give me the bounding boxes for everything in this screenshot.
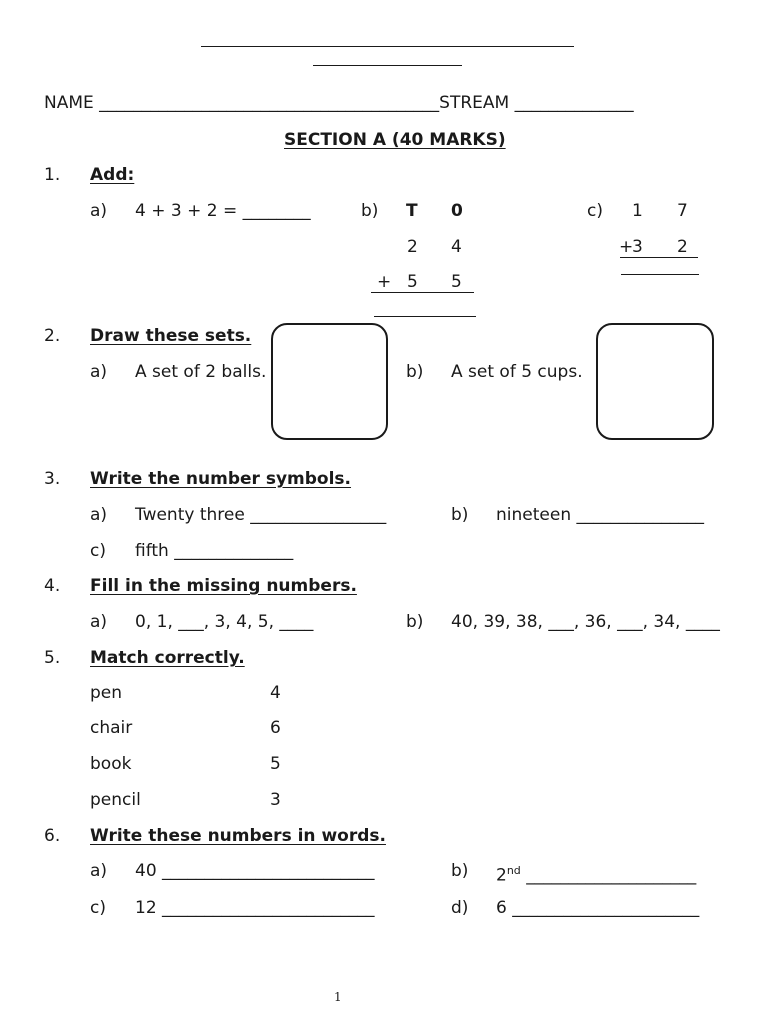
match-word[interactable]: pen: [90, 683, 123, 703]
q3c-item[interactable]: [135, 541, 293, 561]
q1b-sum-underline: [371, 292, 474, 293]
q1b-answer-rule[interactable]: [374, 316, 476, 317]
q1c-row2-tens: 3: [632, 237, 643, 257]
name-field[interactable]: [44, 93, 634, 113]
q2a-text: A set of 2 balls.: [135, 362, 267, 382]
q1c-row1-tens: 1: [632, 201, 643, 221]
match-number[interactable]: 6: [270, 718, 281, 738]
q1c-sum-underline: [620, 257, 698, 258]
page-number: 1: [334, 990, 342, 1004]
q4-number: 4.: [44, 576, 61, 596]
match-word[interactable]: pencil: [90, 790, 141, 810]
q1b-label: b): [361, 201, 379, 221]
q3a-text: Twenty three: [135, 505, 245, 525]
q3c-text: fifth: [135, 541, 169, 561]
q6c-value: 12: [135, 898, 157, 918]
q6-number: 6.: [44, 826, 61, 846]
q6d-item[interactable]: [496, 898, 699, 918]
q2-number: 2.: [44, 326, 61, 346]
q3b-label: b): [451, 505, 469, 525]
q1c-label: c): [587, 201, 603, 221]
q3a-blank[interactable]: ________________: [250, 505, 387, 525]
match-word[interactable]: book: [90, 754, 132, 774]
match-number[interactable]: 3: [270, 790, 281, 810]
q1-title: Add:: [90, 165, 135, 185]
q6c-label: c): [90, 898, 106, 918]
q3-number: 3.: [44, 469, 61, 489]
name-blank: ________________________________________: [99, 93, 440, 113]
q2b-text: A set of 5 cups.: [451, 362, 583, 382]
q6c-blank[interactable]: _________________________: [162, 898, 375, 918]
q1c-answer-rule[interactable]: [621, 274, 699, 275]
q6d-label: d): [451, 898, 469, 918]
match-word[interactable]: chair: [90, 718, 133, 738]
q5-number: 5.: [44, 648, 61, 668]
q5-title: Match correctly.: [90, 648, 245, 668]
q6b-label: b): [451, 861, 469, 881]
q6b-blank[interactable]: ____________________: [526, 865, 697, 886]
q3b-item[interactable]: [496, 505, 704, 525]
q1b-plus-sign: +: [377, 272, 392, 292]
q6a-blank[interactable]: _________________________: [162, 861, 375, 881]
stream-blank: ______________: [514, 93, 634, 113]
q2b-label: b): [406, 362, 424, 382]
q6a-item[interactable]: [135, 861, 375, 881]
q6b-value: 2: [496, 865, 507, 886]
q4a-label: a): [90, 612, 108, 632]
q4b-sequence[interactable]: 40, 39, 38, ___, 36, ___, 34, ____: [451, 612, 720, 632]
stream-label: STREAM: [439, 93, 510, 113]
q6d-value: 6: [496, 898, 507, 918]
q1c-plus-sign: +: [619, 237, 634, 257]
q6a-label: a): [90, 861, 108, 881]
q2a-label: a): [90, 362, 108, 382]
q2a-drawing-box[interactable]: [271, 323, 388, 440]
q6d-blank[interactable]: ______________________: [512, 898, 700, 918]
q1-number: 1.: [44, 165, 61, 185]
q6b-ordinal-suffix: nd: [506, 864, 521, 877]
q1b-ones-header: 0: [451, 201, 463, 221]
q4a-sequence[interactable]: 0, 1, ___, 3, 4, 5, ____: [135, 612, 314, 632]
q4-title: Fill in the missing numbers.: [90, 576, 357, 596]
name-label: NAME: [44, 93, 94, 113]
q1b-tens-header: T: [406, 201, 418, 221]
q1a-label: a): [90, 201, 108, 221]
q2-title: Draw these sets.: [90, 326, 252, 346]
match-number[interactable]: 4: [270, 683, 281, 703]
q3b-text: nineteen: [496, 505, 572, 525]
q3b-blank[interactable]: _______________: [576, 505, 704, 525]
q1a-expression[interactable]: 4 + 3 + 2 = ________: [135, 201, 311, 221]
q3a-item[interactable]: [135, 505, 386, 525]
q1b-row1-tens: 2: [407, 237, 418, 257]
q1b-row2-tens: 5: [407, 272, 418, 292]
q6b-item[interactable]: [496, 861, 696, 886]
section-title: SECTION A (40 MARKS): [284, 130, 506, 150]
q1c-row1-ones: 7: [677, 201, 688, 221]
q3c-blank[interactable]: ______________: [174, 541, 294, 561]
q3a-label: a): [90, 505, 108, 525]
title-rule: [201, 46, 574, 47]
q6-title: Write these numbers in words.: [90, 826, 386, 846]
q1b-row1-ones: 4: [451, 237, 462, 257]
q1c-row2-ones: 2: [677, 237, 688, 257]
q6c-item[interactable]: [135, 898, 375, 918]
q2b-drawing-box[interactable]: [596, 323, 714, 440]
match-number[interactable]: 5: [270, 754, 281, 774]
q4b-label: b): [406, 612, 424, 632]
q1b-row2-ones: 5: [451, 272, 462, 292]
subtitle-rule: [313, 65, 462, 66]
q3-title: Write the number symbols.: [90, 469, 352, 489]
q6a-value: 40: [135, 861, 157, 881]
q3c-label: c): [90, 541, 106, 561]
